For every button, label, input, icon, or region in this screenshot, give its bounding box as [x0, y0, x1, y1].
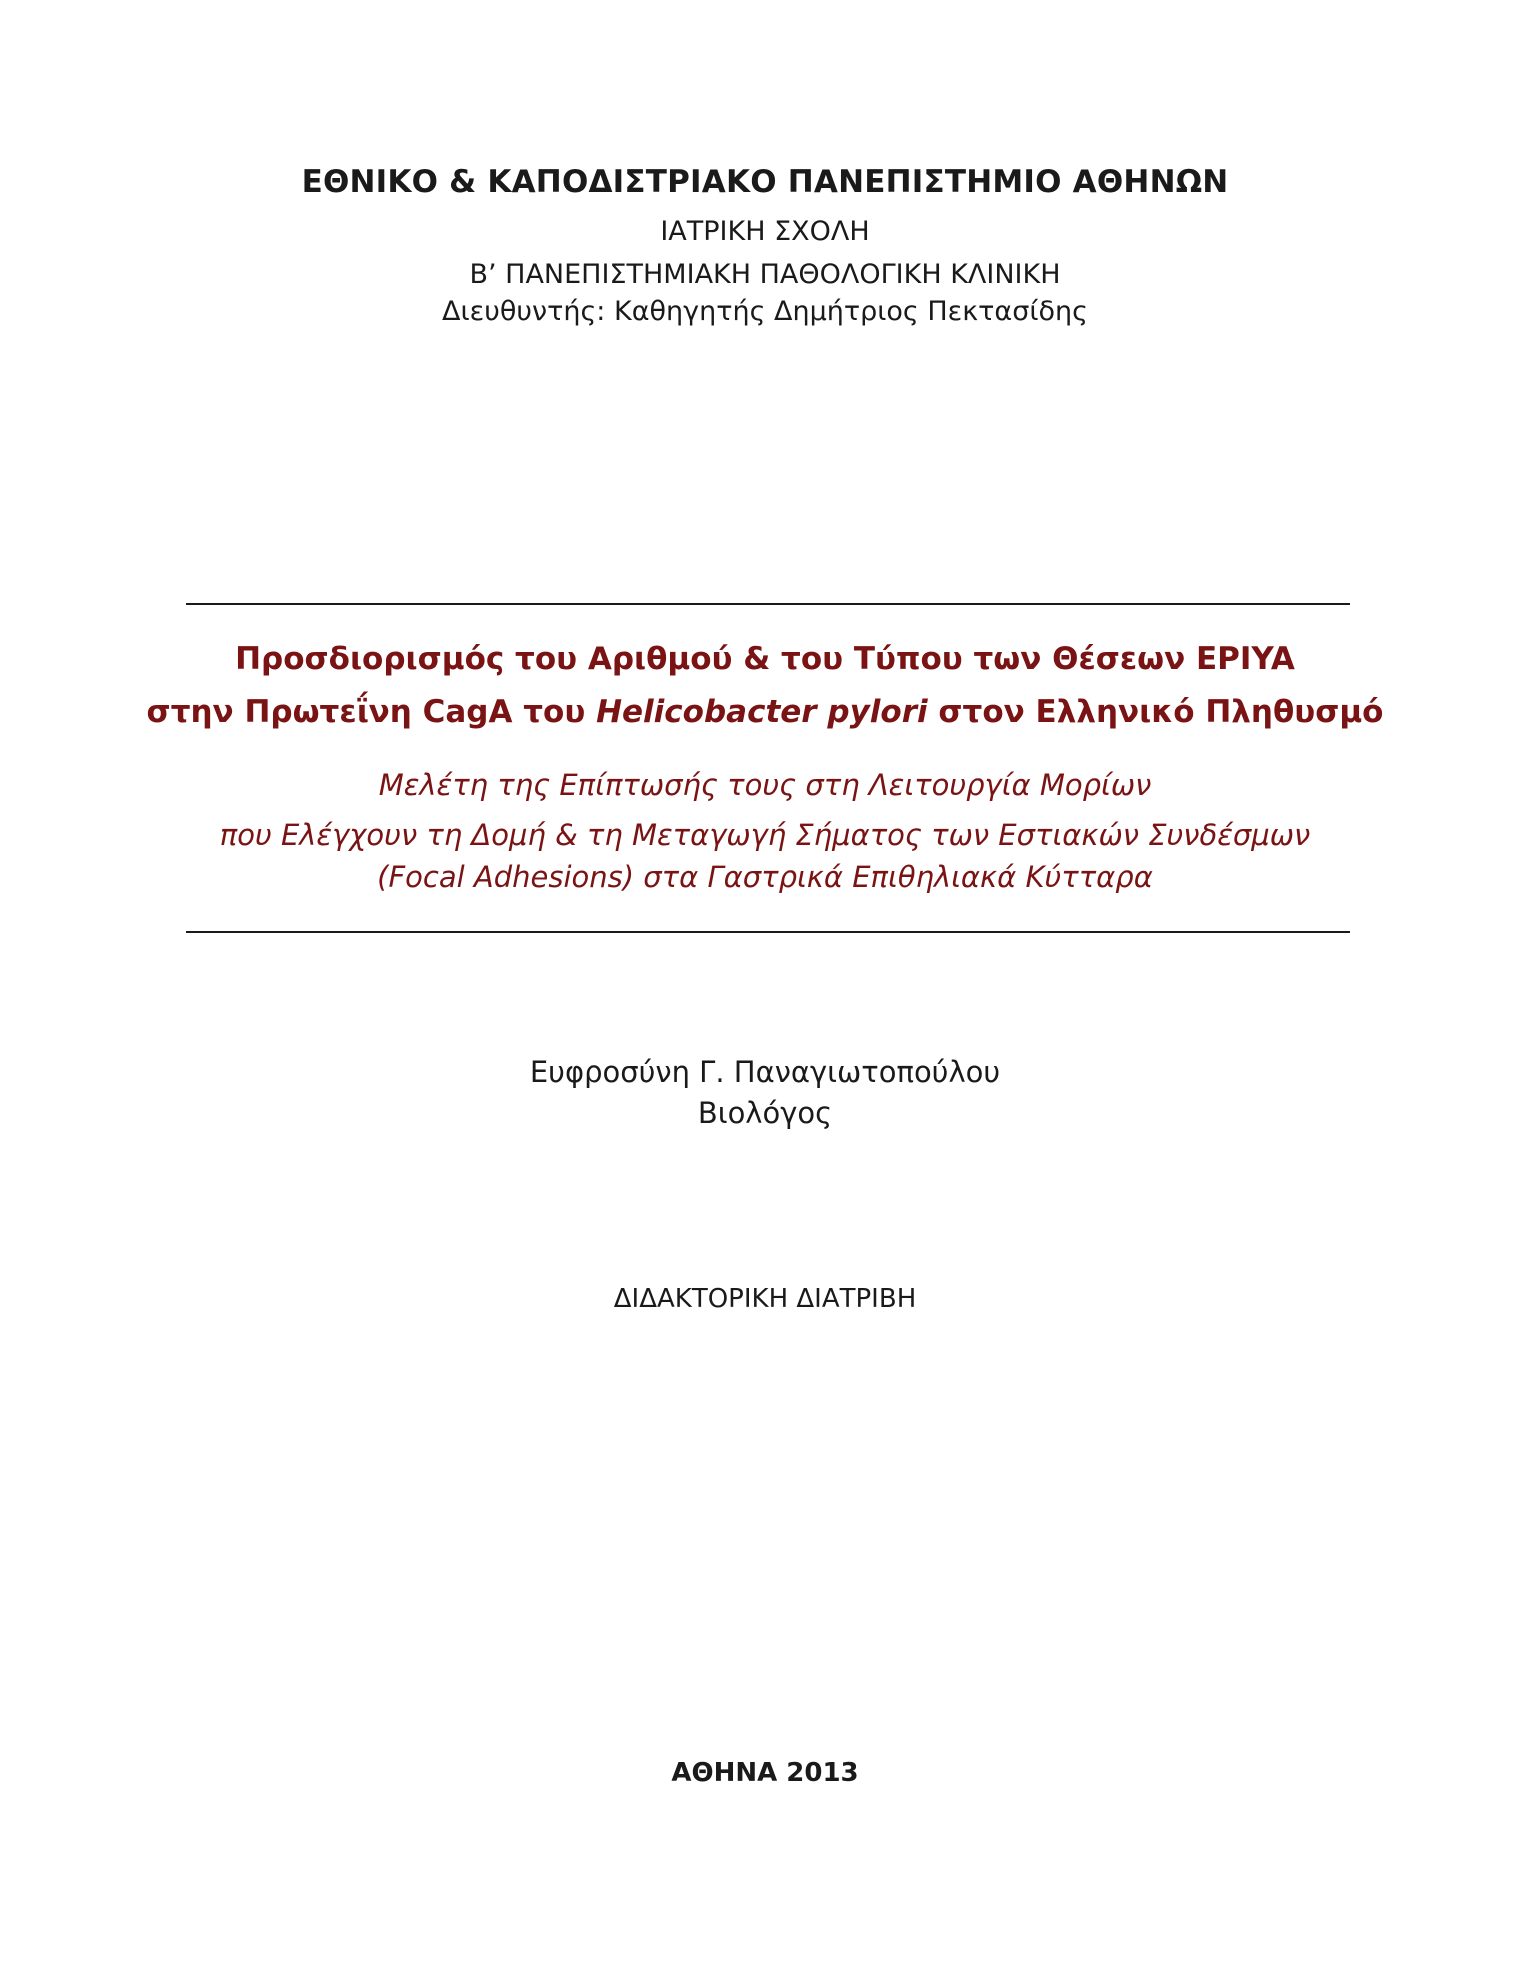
school-name: ΙΑΤΡΙΚΗ ΣΧΟΛΗ [660, 216, 870, 247]
thesis-subtitle-line-1: Μελέτη της Επίπτωσής τους στη Λειτουργία Μορίων [378, 768, 1152, 802]
title-line-2-start: στην Πρωτεΐνη CagA του [146, 694, 597, 730]
director-line: Διευθυντής: Καθηγητής Δημήτριος Πεκτασίδης [442, 296, 1088, 327]
university-name: ΕΘΝΙΚΟ & ΚΑΠΟΔΙΣΤΡΙΑΚΟ ΠΑΝΕΠΙΣΤΗΜΙΟ ΑΘΗΝΩΝ [301, 164, 1229, 200]
title-top-rule [186, 603, 1350, 605]
author-profession: Βιολόγος [697, 1096, 833, 1130]
thesis-subtitle-line-2: που Ελέγχουν τη Δομή & τη Μεταγωγή Σήματος των Εστιακών Συνδέσμων [219, 818, 1311, 852]
clinic-name: Β’ ΠΑΝΕΠΙΣΤΗΜΙΑΚΗ ΠΑΘΟΛΟΓΙΚΗ ΚΛΙΝΙΚΗ [469, 259, 1061, 290]
thesis-title-line-2 [0, 694, 1530, 730]
thesis-subtitle-line-3: (Focal Adhesions) στα Γαστρικά Επιθηλιακά Κύτταρα [377, 860, 1153, 894]
author-name: Ευφροσύνη Γ. Παναγιωτοπούλου [529, 1055, 1001, 1089]
place-and-year: ΑΘΗΝΑ 2013 [671, 1758, 859, 1788]
thesis-title-line-1: Προσδιορισμός του Αριθμού & του Τύπου των Θέσεων EPIYA [235, 641, 1295, 677]
title-line-2-end: στον Ελληνικό Πληθυσμό [927, 694, 1384, 730]
document-type: ΔΙΔΑΚΤΟΡΙΚΗ ΔΙΑΤΡΙΒΗ [613, 1284, 917, 1314]
title-bottom-rule [186, 931, 1350, 933]
title-species-name: Helicobacter pylori [596, 694, 928, 730]
